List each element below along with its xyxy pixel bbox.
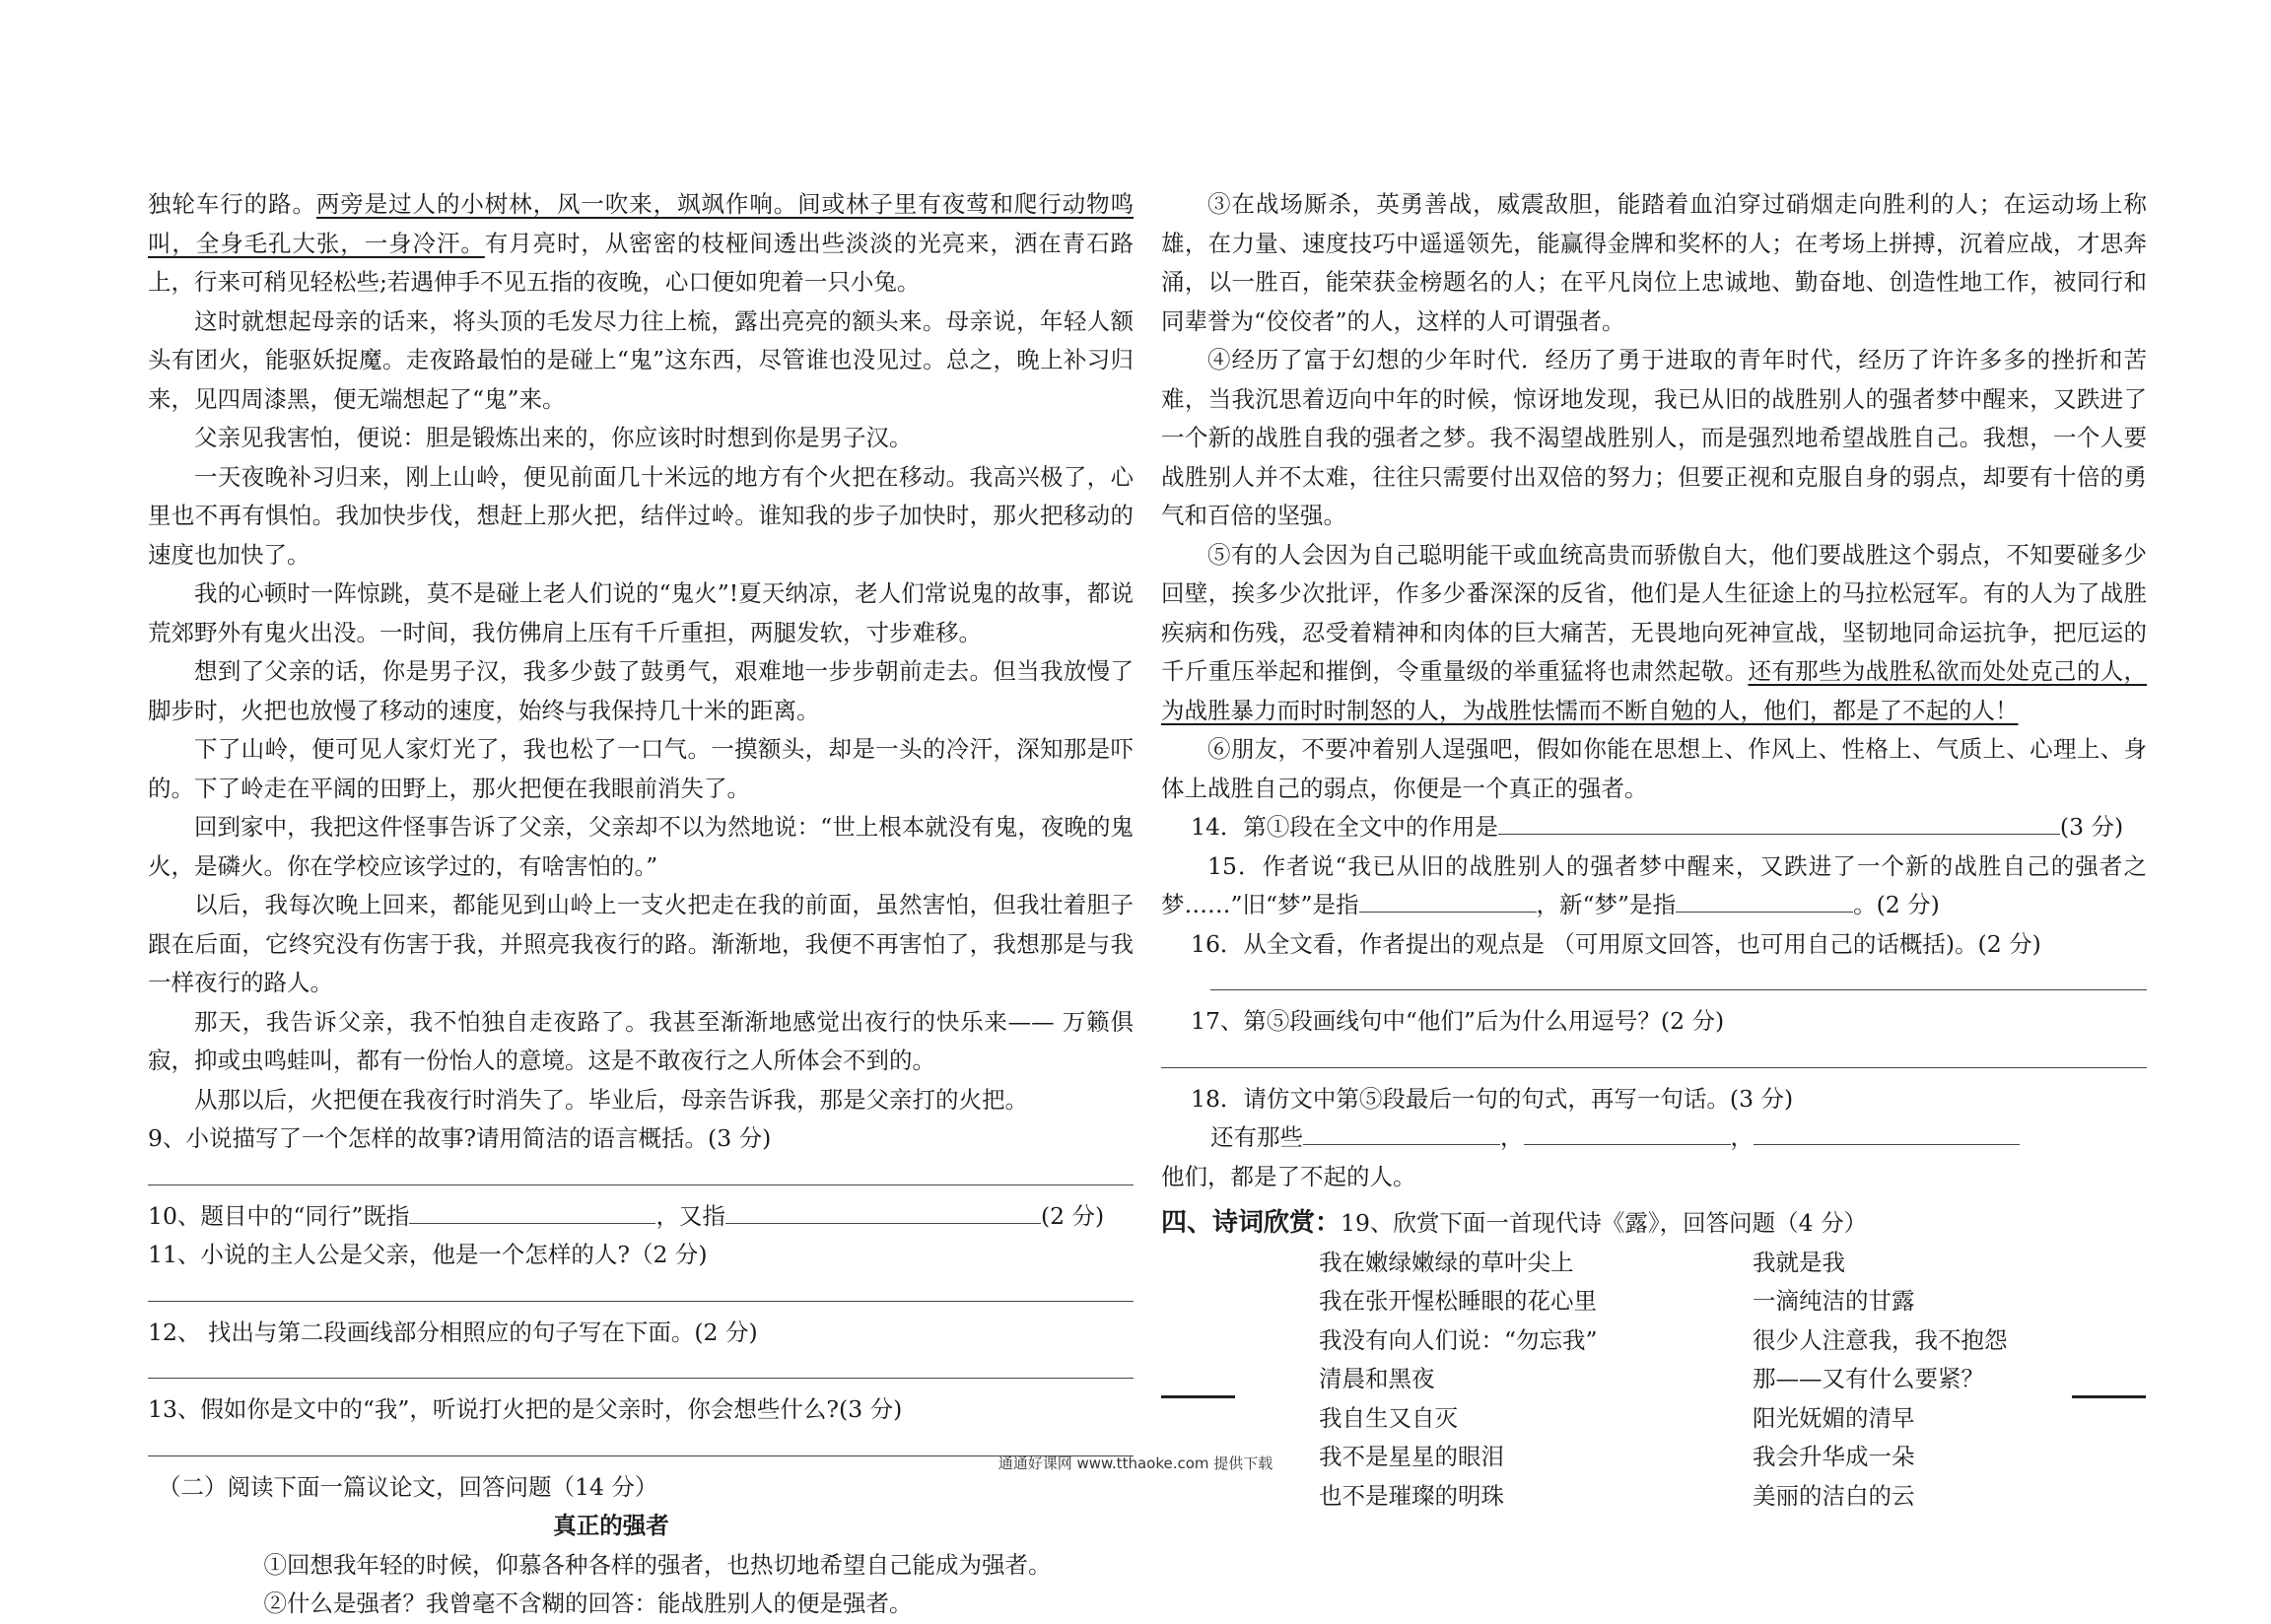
question-16: 16．从全文看，作者提出的观点是 （可用原文回答，也可用自己的话概括)。(2 分) — [1191, 929, 2041, 958]
answer-blank-15a[interactable] — [1359, 890, 1537, 913]
poem-line: 很少人注意我，我不抱怨 — [1753, 1325, 2008, 1354]
question-18: 18．请仿文中第⑤段最后一句的句式，再写一句话。(3 分) — [1191, 1084, 1794, 1113]
poem-line: 那——又有什么要紧？ — [1753, 1365, 1984, 1392]
margin-dash-left — [1161, 1395, 1235, 1398]
question-14: 14．第①段在全文中的作用是 (3 分) — [1191, 813, 2124, 841]
poem-line: 也不是璀璨的明珠 — [1319, 1481, 1504, 1510]
question-18-ending: 他们，都是了不起的人。 — [1161, 1162, 1416, 1190]
story-paragraph-6: 想到了父亲的话，你是男子汉，我多少鼓了鼓勇气，艰难地一步步朝前走去。但当我放慢了脚步时，火把也放慢了移动的速度，始终与我保持几十米的距离。 — [148, 657, 1134, 724]
poem-line: 我自生又自灭 — [1319, 1403, 1458, 1432]
answer-line-12[interactable] — [148, 1352, 1134, 1379]
answer-blank-10a[interactable] — [409, 1201, 655, 1224]
left-column — [148, 185, 1134, 1624]
question-18-template: 还有那些 ， ， — [1161, 1118, 2147, 1158]
story-paragraph-4: 一天夜晚补习归来，刚上山岭，便见前面几十米远的地方有个火把在移动。我高兴极了，心里也不再有惧怕。我加快步伐，想赶上那火把，结伴过岭。谁知我的步子加快时，那火把移动的速度也加快了。 — [148, 462, 1134, 569]
answer-blank-14[interactable] — [1498, 812, 2060, 835]
answer-blank-18b[interactable] — [1524, 1122, 1731, 1145]
question-10: 10、题目中的“同行”既指 ，又指 (2 分) — [148, 1201, 1105, 1230]
story-paragraph-10: 那天，我告诉父亲，我不怕独自走夜路了。我甚至渐渐地感觉出夜行的快乐来—— 万籁俱寂，抑或虫鸣蛙叫，都有一份怡人的意境。这是不敢夜行之人所体会不到的。 — [148, 1007, 1134, 1074]
story-paragraph-1: 独轮车行的路。两旁是过人的小树林，风一吹来，飒飒作响。间或林子里有夜莺和爬行动物鸣叫，全身毛孔大张，一身冷汗。有月亮时，从密密的枝桠间透出些淡淡的光亮来，洒在青石路上，行来可稍见轻松些;若遇伸手不见五指的夜晚，心口便如兜着一只小兔。 — [148, 190, 1135, 296]
story-paragraph-2: 这时就想起母亲的话来，将头顶的毛发尽力往上梳，露出亮亮的额头来。母亲说，年轻人额头有团火，能驱妖捉魔。走夜路最怕的是碰上“鬼”这东西，尽管谁也没见过。总之，晚上补习归来，见四周漆黑，便无端想起了“鬼”来。 — [148, 306, 1134, 413]
story-paragraph-9: 以后，我每次晚上回来，都能见到山岭上一支火把走在我的前面，虽然害怕，但我壮着胆子跟在后面，它终究没有伤害于我，并照亮我夜行的路。渐渐地，我便不再害怕了，我想那是与我一样夜行的路人。 — [148, 891, 1134, 996]
poem-line: 美丽的洁白的云 — [1753, 1481, 1915, 1510]
story-paragraph-11: 从那以后，火把便在我夜行时消失了。毕业后，母亲告诉我，那是父亲打的火把。 — [194, 1085, 1028, 1114]
question-17: 17、第⑤段画线句中“他们”后为什么用逗号？(2 分) — [1191, 1007, 1725, 1035]
story-paragraph-5: 我的心顿时一阵惊跳，莫不是碰上老人们说的“鬼火”!夏天纳凉，老人们常说鬼的故事，都说荒郊野外有鬼火出没。一时间，我仿佛肩上压有千斤重担，两腿发软，寸步难移。 — [148, 579, 1134, 646]
story-paragraph-7: 下了山岭，便可见人家灯光了，我也松了一口气。一摸额头，却是一头的冷汗，深知那是吓的。下了岭走在平阔的田野上，那火把便在我眼前消失了。 — [148, 735, 1134, 802]
essay-paragraph-3: ③在战场厮杀，英勇善战，威震敌胆，能踏着血泊穿过硝烟走向胜利的人；在运动场上称雄，在力量、速度技巧中遥遥领先，能赢得金牌和奖杯的人；在考场上拼搏，沉着应战，才思奔涌，以一胜百，能荣获金榜题名的人；在平凡岗位上忠诚地、勤奋地、创造性地工作，被同行和同辈誉为“佼佼者”的人，这样的人可谓强者。 — [1161, 190, 2147, 335]
essay-title: 真正的强者 — [553, 1512, 669, 1539]
underlined-passage: 两旁是过人的小树林，风一吹来，飒飒作响。间或林子里有夜莺和爬行动物鸣叫，全身毛孔大张，一身冷汗。 — [148, 190, 1135, 257]
underlined-sentence: 还有那些为战胜私欲而处处克己的人，为战胜暴力而时时制怒的人，为战胜怯懦而不断自勉的人，他们，都是了不起的人！ — [1161, 657, 2148, 724]
question-13: 13、假如你是文中的“我”，听说打火把的是父亲时，你会想些什么?(3 分) — [148, 1395, 903, 1423]
page-footer: 通通好课网 www.tthaoke.com 提供下载 — [998, 1455, 1273, 1472]
essay-paragraph-5: ⑤有的人会因为自己聪明能干或血统高贵而骄傲自大，他们要战胜这个弱点，不知要碰多少回壁，挨多少次批评，作多少番深深的反省，他们是人生征途上的马拉松冠军。有的人为了战胜疾病和伤残，忍受着精神和肉体的巨大痛苦，无畏地向死神宣战，坚韧地同命运抗争，把厄运的千斤重压举起和摧倒，令重量级的举重猛将也肃然起敬。还有那些为战胜私欲而处处克己的人，为战胜暴力而时时制怒的人，为战胜怯懦而不断自勉的人，他们，都是了不起的人！ — [1161, 540, 2148, 724]
essay-paragraph-6: ⑥朋友，不要冲着别人逞强吧，假如你能在思想上、作风上、性格上、气质上、心理上、身体上战胜自己的弱点，你便是一个真正的强者。 — [1161, 735, 2147, 802]
question-9: 9、小说描写了一个怎样的故事?请用简洁的语言概括。(3 分) — [148, 1124, 772, 1152]
margin-dash-right — [2072, 1395, 2146, 1398]
answer-line-17[interactable] — [1161, 1042, 2147, 1068]
answer-blank-10b[interactable] — [725, 1201, 1041, 1224]
answer-line-11[interactable] — [148, 1275, 1134, 1302]
poem-line: 我就是我 — [1753, 1248, 1845, 1276]
poem-left-column — [1161, 1244, 1753, 1517]
poem-line: 我没有向人们说：“勿忘我” — [1319, 1325, 1598, 1354]
section-2-heading: （二）阅读下面一篇议论文，回答问题（14 分） — [158, 1472, 658, 1501]
section-4-heading: 四、诗词欣赏：19、欣赏下面一首现代诗《露》，回答问题（4 分） — [1161, 1208, 1868, 1238]
poem-line: 我会升华成一朵 — [1753, 1443, 1915, 1470]
essay-paragraph-2: ②什么是强者？我曾毫不含糊的回答：能战胜别人的便是强者。 — [263, 1590, 913, 1617]
poem-line: 我在嫩绿嫩绿的草叶尖上 — [1319, 1248, 1574, 1276]
answer-line-9[interactable] — [148, 1159, 1134, 1185]
essay-paragraph-1: ①回想我年轻的时候，仰慕各种各样的强者，也热切地希望自己能成为强者。 — [263, 1550, 1052, 1579]
poem-right-column — [1753, 1244, 2107, 1517]
answer-blank-18a[interactable] — [1303, 1122, 1500, 1145]
essay-paragraph-4: ④经历了富于幻想的少年时代．经历了勇于进取的青年时代，经历了许许多多的挫折和苦难，当我沉思着迈向中年的时候，惊讶地发现，我已从旧的战胜别人的强者梦中醒来，又跌进了一个新的战胜自我的强者之梦。我不渴望战胜别人，而是强烈地希望战胜自己。我想，一个人要战胜别人并不太难，往往只需要付出双倍的努力；但要正视和克服自身的弱点，却要有十倍的勇气和百倍的坚强。 — [1161, 346, 2147, 529]
question-11: 11、小说的主人公是父亲，他是一个怎样的人?（2 分) — [148, 1241, 708, 1268]
right-column — [1161, 185, 2147, 1516]
poem-line: 一滴纯洁的甘露 — [1753, 1287, 1915, 1315]
poem — [1161, 1244, 2147, 1517]
poem-line: 我不是星星的眼泪 — [1319, 1443, 1504, 1470]
answer-blank-18c[interactable] — [1754, 1122, 2020, 1145]
story-paragraph-8: 回到家中，我把这件怪事告诉了父亲，父亲却不以为然地说：“世上根本就没有鬼，夜晚的鬼火，是磷火。你在学校应该学过的，有啥害怕的。” — [148, 813, 1134, 880]
story-paragraph-3: 父亲见我害怕，便说：胆是锻炼出来的，你应该时时想到你是男子汉。 — [194, 424, 913, 451]
answer-line-16[interactable] — [1210, 964, 2147, 990]
poem-line: 我在张开惺松睡眼的花心里 — [1319, 1287, 1597, 1315]
question-12: 12、 找出与第二段画线部分相照应的句子写在下面。(2 分) — [148, 1318, 758, 1346]
question-15: 15．作者说“我已从旧的战胜别人的强者梦中醒来，又跌进了一个新的战胜自己的强者之梦……”旧“梦”是指 ，新“梦”是指 。(2 分) — [1161, 851, 2147, 918]
poem-line: 阳光妩媚的清早 — [1753, 1403, 1915, 1432]
poem-line: 清晨和黑夜 — [1319, 1365, 1435, 1392]
answer-blank-15b[interactable] — [1676, 890, 1853, 913]
